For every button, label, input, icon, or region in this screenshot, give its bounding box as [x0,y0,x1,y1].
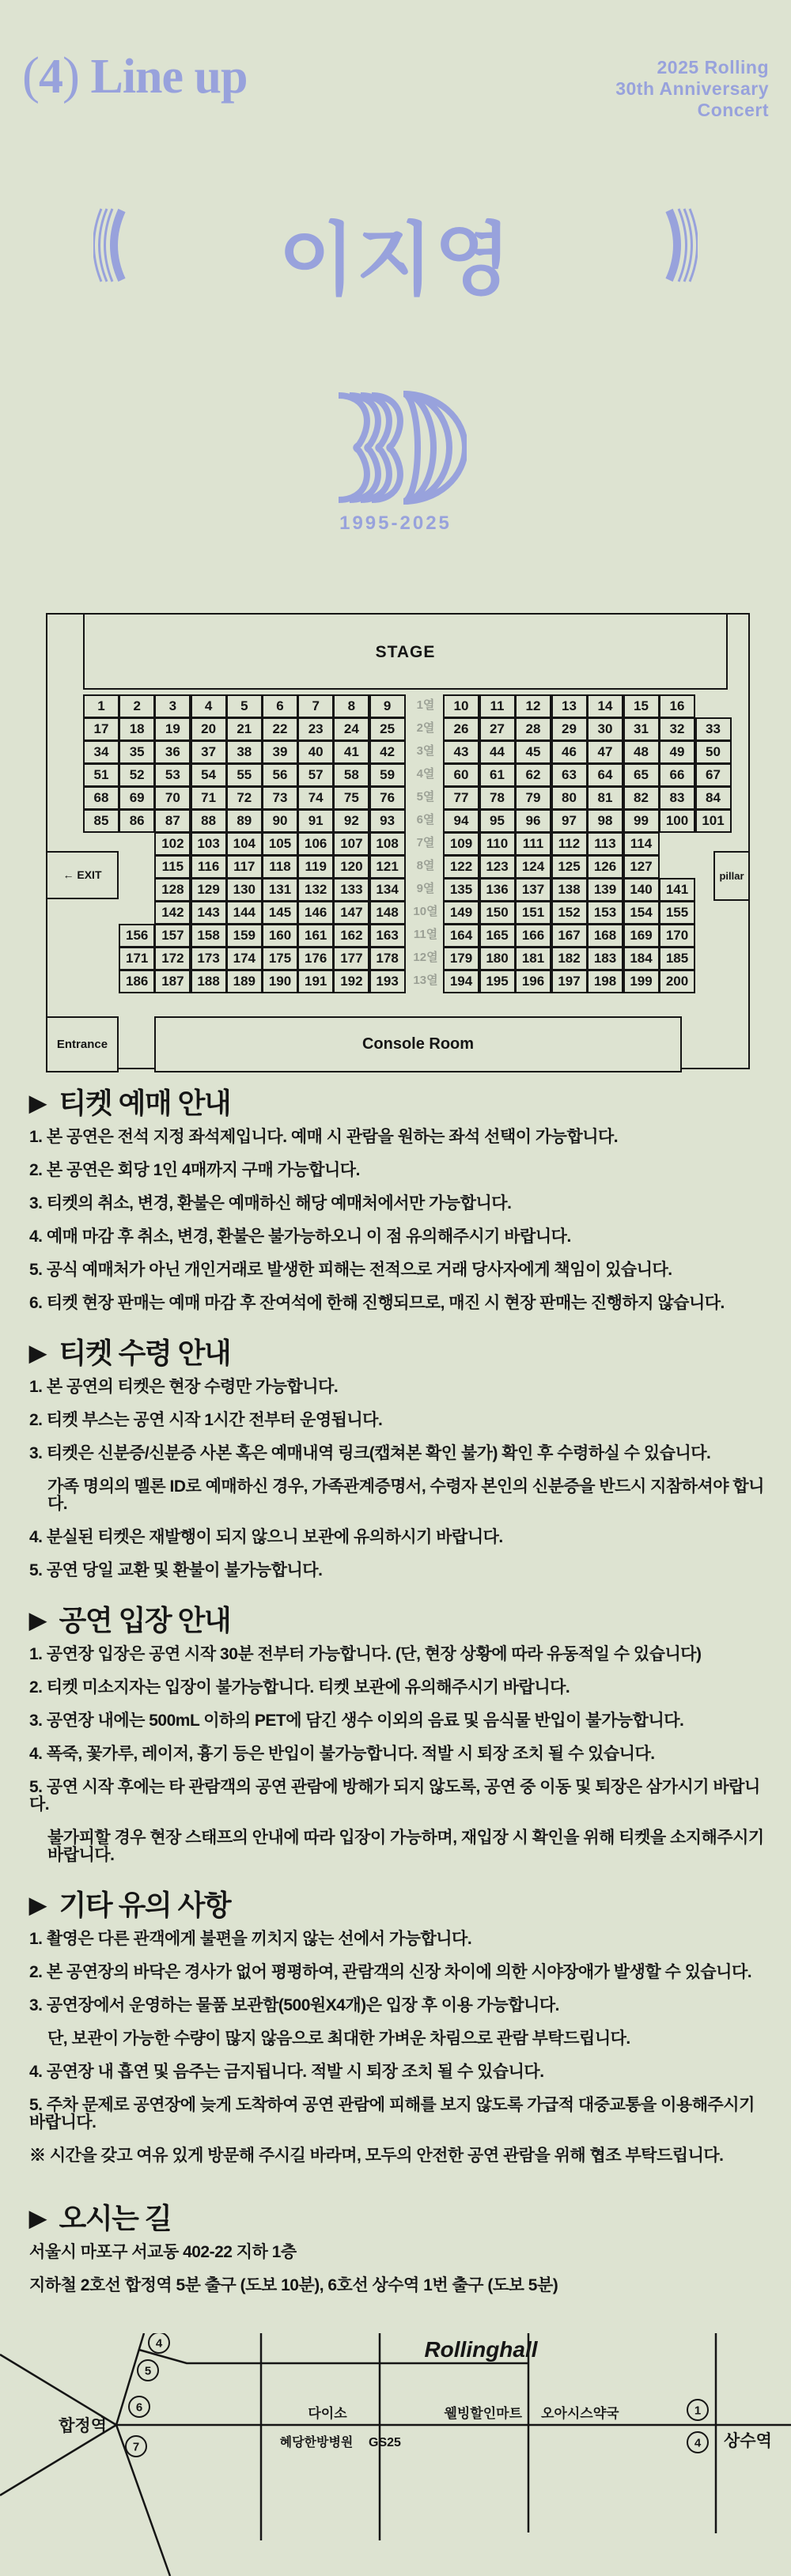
seat-152: 152 [551,901,588,925]
seat-126: 126 [587,855,623,879]
seat-102: 102 [154,832,191,856]
info-item: 3. 티켓의 취소, 변경, 환불은 예매하신 해당 예매처에서만 가능합니다. [29,1194,512,1212]
seat-63: 63 [551,763,588,787]
row-label-7열: 7열 [416,836,435,849]
seating-chart [46,613,750,1069]
seat-5: 5 [226,694,263,718]
seat-48: 48 [623,740,660,764]
seat-57: 57 [297,763,334,787]
seat-128: 128 [154,878,191,902]
info-item: 1. 공연장 입장은 공연 시작 30분 전부터 가능합니다. (단, 현장 상황에 따라 유동적일 수 있습니다) [29,1645,702,1663]
triangle-icon: ▶ [29,1091,47,1115]
seat-41: 41 [333,740,369,764]
info-item: 2. 본 공연장의 바닥은 경사가 없어 평평하여, 관람객의 신장 차이에 의한 시야장애가 발생할 수 있습니다. [29,1963,752,1981]
seat-173: 173 [191,947,227,970]
concert-line1: 2025 Rolling [657,57,769,78]
seat-84: 84 [695,786,732,810]
seat-61: 61 [479,763,516,787]
seat-2: 2 [119,694,155,718]
row-label-9열: 9열 [416,882,435,895]
seat-143: 143 [191,901,227,925]
info-item: 4. 분실된 티켓은 재발행이 되지 않으니 보관에 유의하시기 바랍니다. [29,1528,503,1546]
right-paren-ornament [663,207,698,283]
sangsu-exit-1-marker [687,2400,708,2420]
info-flow [29,1088,769,2310]
seat-100: 100 [659,809,695,833]
seat-24: 24 [333,717,369,741]
seat-151: 151 [515,901,551,925]
seat-178: 178 [369,947,406,970]
subway-directions: 지하철 2호선 합정역 5분 출구 (도보 10분), 6호선 상수역 1번 출구 (도보 5분) [29,2276,558,2294]
seat-148: 148 [369,901,406,925]
seat-75: 75 [333,786,369,810]
info-item: 1. 본 공연의 티켓은 현장 수령만 가능합니다. [29,1378,339,1396]
directions-heading: ▶ 오시는 길 [29,2202,172,2234]
seat-30: 30 [587,717,623,741]
seat-70: 70 [154,786,191,810]
seat-184: 184 [623,947,660,970]
seat-92: 92 [333,809,369,833]
seat-10: 10 [443,694,479,718]
row-label-8열: 8열 [416,859,435,872]
seat-77: 77 [443,786,479,810]
seat-180: 180 [479,947,516,970]
seat-140: 140 [623,878,660,902]
seat-69: 69 [119,786,155,810]
seat-72: 72 [226,786,263,810]
info-item: 3. 공연장 내에는 500mL 이하의 PET에 담긴 생수 이외의 음료 및 음식물 반입이 불가능합니다. [29,1712,684,1730]
seat-187: 187 [154,970,191,993]
seat-94: 94 [443,809,479,833]
seat-78: 78 [479,786,516,810]
seat-115: 115 [154,855,191,879]
seat-113: 113 [587,832,623,856]
info-item: 3. 공연장에서 운영하는 물품 보관함(500원X4개)은 입장 후 이용 가능합니다. [29,1996,559,2014]
seat-20: 20 [191,717,227,741]
seat-28: 28 [515,717,551,741]
seat-71: 71 [191,786,227,810]
row-label-1열: 1열 [416,698,435,712]
stage-area: STAGE [83,613,728,690]
seat-149: 149 [443,901,479,925]
gs25-label: GS25 [369,2436,401,2449]
svg-text:4: 4 [694,2436,702,2450]
seat-192: 192 [333,970,369,993]
exit-4-marker [149,2333,169,2353]
seat-181: 181 [515,947,551,970]
seat-146: 146 [297,901,334,925]
seat-87: 87 [154,809,191,833]
exit-6-marker [129,2396,149,2417]
row-label-10열: 10열 [413,905,438,918]
seat-136: 136 [479,878,516,902]
seat-19: 19 [154,717,191,741]
seat-177: 177 [333,947,369,970]
seat-44: 44 [479,740,516,764]
svg-text:5: 5 [144,2364,152,2378]
concert-line2: 30th Anniversary [615,78,769,99]
seat-16: 16 [659,694,695,718]
seat-163: 163 [369,924,406,948]
info-item: 5. 공연 당일 교환 및 환불이 불가능합니다. [29,1561,323,1579]
seat-88: 88 [191,809,227,833]
seat-112: 112 [551,832,588,856]
seat-122: 122 [443,855,479,879]
seat-32: 32 [659,717,695,741]
seat-9: 9 [369,694,406,718]
info-item: 4. 폭죽, 꽃가루, 레이저, 흉기 등은 반입이 불가능합니다. 적발 시 퇴장 조치 될 수 있습니다. [29,1745,655,1763]
seat-111: 111 [515,832,551,856]
seat-42: 42 [369,740,406,764]
venue-map [0,2333,791,2576]
seat-65: 65 [623,763,660,787]
seat-135: 135 [443,878,479,902]
seat-114: 114 [623,832,660,856]
seat-54: 54 [191,763,227,787]
seat-127: 127 [623,855,660,879]
info-item: 4. 공연장 내 흡연 및 음주는 금지됩니다. 적발 시 퇴장 조치 될 수 있습니다. [29,2063,544,2081]
seat-34: 34 [83,740,119,764]
seat-138: 138 [551,878,588,902]
concert-line3: Concert [697,100,769,120]
row-label-5열: 5열 [416,790,435,804]
seat-85: 85 [83,809,119,833]
seat-1: 1 [83,694,119,718]
info-item: 1. 촬영은 다른 관객에게 불편을 끼치지 않는 선에서 가능합니다. [29,1930,472,1948]
seat-131: 131 [262,878,298,902]
lineup-label: Line up [90,50,248,104]
seat-17: 17 [83,717,119,741]
seat-79: 79 [515,786,551,810]
seat-153: 153 [587,901,623,925]
venue-label: Rollinghall [424,2337,538,2362]
seat-99: 99 [623,809,660,833]
info-item: 5. 공연 시작 후에는 타 관람객의 공연 관람에 방해가 되지 않도록, 공연 중 이동 및 퇴장은 삼가시기 바랍니다. [29,1778,760,1814]
seat-200: 200 [659,970,695,993]
seat-7: 7 [297,694,334,718]
seat-11: 11 [479,694,516,718]
seat-59: 59 [369,763,406,787]
seat-108: 108 [369,832,406,856]
triangle-icon: ▶ [29,1608,47,1632]
row-label-2열: 2열 [416,721,435,735]
seat-159: 159 [226,924,263,948]
seat-193: 193 [369,970,406,993]
seat-171: 171 [119,947,155,970]
seat-165: 165 [479,924,516,948]
lineup-paren-open: ( [22,47,39,104]
seat-22: 22 [262,717,298,741]
section-heading: ▶ 공연 입장 안내 [29,1604,231,1636]
seat-169: 169 [623,924,660,948]
seat-37: 37 [191,740,227,764]
thirty-logo [324,389,467,506]
seat-121: 121 [369,855,406,879]
seat-50: 50 [695,740,732,764]
seat-137: 137 [515,878,551,902]
row-label-13열: 13열 [413,974,438,987]
seat-147: 147 [333,901,369,925]
entrance-box: Entrance [46,1016,119,1072]
venue-address: 서울시 마포구 서교동 402-22 지하 1층 [29,2243,297,2261]
row-label-6열: 6열 [416,813,435,827]
seat-179: 179 [443,947,479,970]
seat-130: 130 [226,878,263,902]
seat-45: 45 [515,740,551,764]
seat-110: 110 [479,832,516,856]
sangsu-station-label: 상수역 [724,2432,772,2450]
exit-7-marker [126,2436,146,2457]
seat-23: 23 [297,717,334,741]
artist-name: 이지영 [278,216,513,305]
seat-51: 51 [83,763,119,787]
section-heading: ▶ 티켓 예매 안내 [29,1087,231,1119]
triangle-icon: ▶ [29,1893,47,1917]
seat-98: 98 [587,809,623,833]
seat-80: 80 [551,786,588,810]
seat-133: 133 [333,878,369,902]
info-item: 5. 주차 문제로 공연장에 늦게 도착하여 공연 관람에 피해를 보지 않도록 가급적 대중교통을 이용해주시기 바랍니다. [29,2096,755,2132]
seat-195: 195 [479,970,516,993]
seat-27: 27 [479,717,516,741]
seat-107: 107 [333,832,369,856]
mart-label: 웰빙할인마트 [444,2406,522,2421]
seat-4: 4 [191,694,227,718]
seat-68: 68 [83,786,119,810]
seat-182: 182 [551,947,588,970]
seat-170: 170 [659,924,695,948]
info-item: 5. 공식 예매처가 아닌 개인거래로 발생한 피해는 전적으로 거래 당사자에게 책임이 있습니다. [29,1261,672,1279]
seat-176: 176 [297,947,334,970]
seat-142: 142 [154,901,191,925]
daiso-label: 다이소 [308,2406,347,2421]
seat-39: 39 [262,740,298,764]
seat-124: 124 [515,855,551,879]
notice-line: ※ 시간을 갖고 여유 있게 방문해 주시길 바라며, 모두의 안전한 공연 관람을 위해 협조 부탁드립니다. [29,2147,724,2165]
triangle-icon: ▶ [29,2206,47,2230]
seat-25: 25 [369,717,406,741]
seat-194: 194 [443,970,479,993]
seat-157: 157 [154,924,191,948]
seat-26: 26 [443,717,479,741]
seat-199: 199 [623,970,660,993]
seat-89: 89 [226,809,263,833]
seat-185: 185 [659,947,695,970]
seat-168: 168 [587,924,623,948]
svg-text:6: 6 [135,2400,143,2415]
anniversary-years: 1995-2025 [339,513,452,534]
seat-118: 118 [262,855,298,879]
seat-109: 109 [443,832,479,856]
seat-43: 43 [443,740,479,764]
section-heading: ▶ 티켓 수령 안내 [29,1337,231,1369]
seat-67: 67 [695,763,732,787]
seat-21: 21 [226,717,263,741]
seat-38: 38 [226,740,263,764]
seat-29: 29 [551,717,588,741]
seat-14: 14 [587,694,623,718]
seat-183: 183 [587,947,623,970]
exit-5-marker [138,2360,158,2381]
seat-120: 120 [333,855,369,879]
seat-3: 3 [154,694,191,718]
lineup-paren-close: ) [62,47,79,104]
seat-105: 105 [262,832,298,856]
seat-144: 144 [226,901,263,925]
seat-46: 46 [551,740,588,764]
seat-90: 90 [262,809,298,833]
seat-13: 13 [551,694,588,718]
seat-198: 198 [587,970,623,993]
info-item: 가족 명의의 멜론 ID로 예매하신 경우, 가족관계증명서, 수령자 본인의 신분증을 반드시 지참하셔야 합니다. [47,1477,764,1513]
seat-95: 95 [479,809,516,833]
seat-160: 160 [262,924,298,948]
seat-96: 96 [515,809,551,833]
seat-60: 60 [443,763,479,787]
seat-174: 174 [226,947,263,970]
seat-175: 175 [262,947,298,970]
seat-73: 73 [262,786,298,810]
svg-text:4: 4 [155,2336,163,2351]
seat-8: 8 [333,694,369,718]
row-label-11열: 11열 [413,928,438,941]
seat-125: 125 [551,855,588,879]
seat-166: 166 [515,924,551,948]
seat-62: 62 [515,763,551,787]
seat-47: 47 [587,740,623,764]
seat-66: 66 [659,763,695,787]
seat-167: 167 [551,924,588,948]
seat-150: 150 [479,901,516,925]
seat-83: 83 [659,786,695,810]
concert-title [615,57,769,121]
seat-116: 116 [191,855,227,879]
info-item: 2. 티켓 미소지자는 입장이 불가능합니다. 티켓 보관에 유의해주시기 바랍니다. [29,1678,570,1697]
seat-123: 123 [479,855,516,879]
seat-33: 33 [695,717,732,741]
seat-164: 164 [443,924,479,948]
seat-18: 18 [119,717,155,741]
seat-172: 172 [154,947,191,970]
seat-156: 156 [119,924,155,948]
hospital-label: 혜당한방병원 [279,2436,354,2449]
pillar-box: pillar [713,851,750,901]
seat-93: 93 [369,809,406,833]
seat-161: 161 [297,924,334,948]
seat-52: 52 [119,763,155,787]
info-item: 4. 예매 마감 후 취소, 변경, 환불은 불가능하오니 이 점 유의해주시기 바랍니다. [29,1227,571,1246]
seat-106: 106 [297,832,334,856]
hapjeong-station-label: 합정역 [59,2417,107,2435]
seat-40: 40 [297,740,334,764]
seat-91: 91 [297,809,334,833]
info-item: 2. 티켓 부스는 공연 시작 1시간 전부터 운영됩니다. [29,1411,383,1429]
seat-162: 162 [333,924,369,948]
seat-196: 196 [515,970,551,993]
exit-box: ← EXIT [46,851,119,899]
seat-53: 53 [154,763,191,787]
seat-49: 49 [659,740,695,764]
seat-141: 141 [659,878,695,902]
seat-35: 35 [119,740,155,764]
seat-6: 6 [262,694,298,718]
info-item: 2. 본 공연은 회당 1인 4매까지 구매 가능합니다. [29,1161,360,1179]
seat-155: 155 [659,901,695,925]
seat-55: 55 [226,763,263,787]
seat-64: 64 [587,763,623,787]
seat-158: 158 [191,924,227,948]
seat-145: 145 [262,901,298,925]
seat-104: 104 [226,832,263,856]
seat-86: 86 [119,809,155,833]
info-item: 6. 티켓 현장 판매는 예매 마감 후 잔여석에 한해 진행되므로, 매진 시 현장 판매는 진행하지 않습니다. [29,1294,725,1312]
seat-56: 56 [262,763,298,787]
seat-82: 82 [623,786,660,810]
lineup-logo [22,46,248,106]
row-label-4열: 4열 [416,767,435,781]
seat-119: 119 [297,855,334,879]
seat-129: 129 [191,878,227,902]
info-item: 불가피할 경우 현장 스태프의 안내에 따라 입장이 가능하며, 재입장 시 확인을 위해 티켓을 소지해주시기 바랍니다. [47,1829,764,1864]
seat-191: 191 [297,970,334,993]
seat-139: 139 [587,878,623,902]
info-item: 3. 티켓은 신분증/신분증 사본 혹은 예매내역 링크(캡쳐본 확인 불가) 확인 후 수령하실 수 있습니다. [29,1444,711,1462]
lineup-number: 4 [38,50,62,104]
pharmacy-label: 오아시스약국 [541,2406,619,2421]
road-upleft [0,2355,116,2425]
info-item: 1. 본 공연은 전석 지정 좌석제입니다. 예매 시 관람을 원하는 좌석 선택이 가능합니다. [29,1128,619,1146]
seat-76: 76 [369,786,406,810]
seat-132: 132 [297,878,334,902]
row-label-12열: 12열 [413,951,438,964]
info-sections [29,1088,769,2132]
sangsu-exit-4-marker [687,2432,708,2453]
seat-74: 74 [297,786,334,810]
seat-190: 190 [262,970,298,993]
seat-31: 31 [623,717,660,741]
console-room-box: Console Room [154,1016,682,1072]
seat-134: 134 [369,878,406,902]
seat-15: 15 [623,694,660,718]
svg-text:7: 7 [132,2440,140,2454]
triangle-icon: ▶ [29,1341,47,1365]
seat-103: 103 [191,832,227,856]
seat-189: 189 [226,970,263,993]
section-heading: ▶ 기타 유의 사항 [29,1889,231,1921]
seat-12: 12 [515,694,551,718]
seat-101: 101 [695,809,732,833]
seat-81: 81 [587,786,623,810]
seat-117: 117 [226,855,263,879]
row-label-3열: 3열 [416,744,435,758]
seat-97: 97 [551,809,588,833]
seat-154: 154 [623,901,660,925]
info-item: 단, 보관이 가능한 수량이 많지 않음으로 최대한 가벼운 차림으로 관람 부탁드립니다. [47,2029,630,2048]
seat-197: 197 [551,970,588,993]
seat-36: 36 [154,740,191,764]
road-downleft [0,2425,116,2495]
svg-text:1: 1 [694,2404,702,2418]
seat-188: 188 [191,970,227,993]
seat-186: 186 [119,970,155,993]
seat-58: 58 [333,763,369,787]
